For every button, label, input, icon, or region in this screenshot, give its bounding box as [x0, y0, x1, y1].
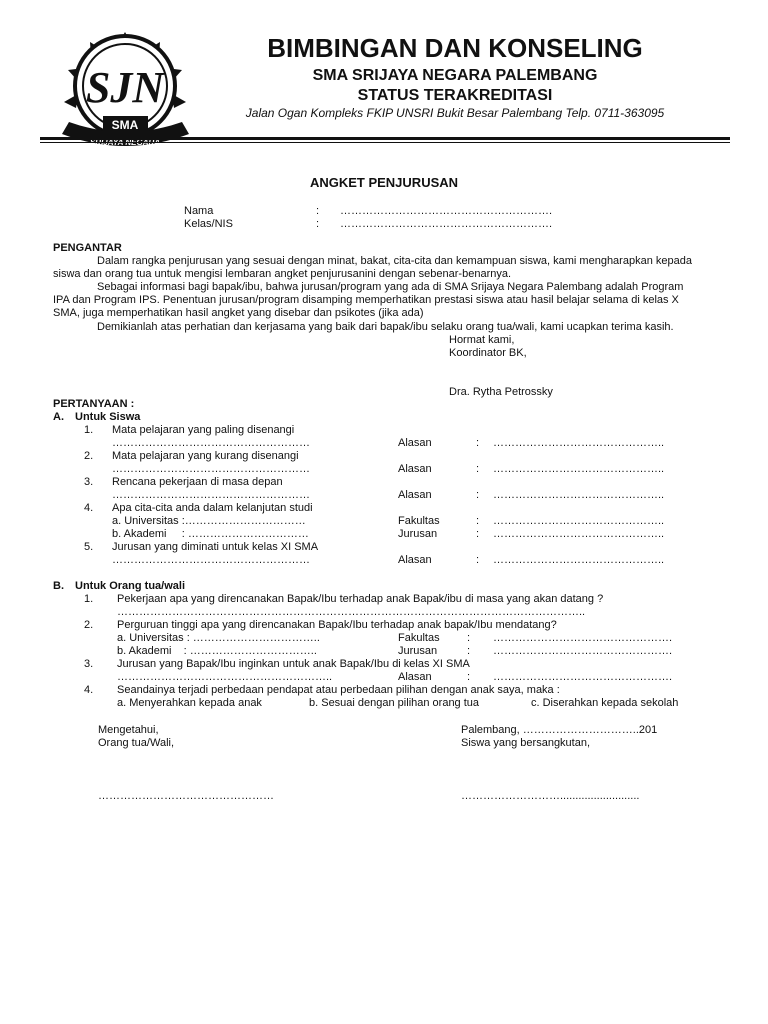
a1-alasan-colon: : — [476, 437, 480, 449]
a3-alasan-colon: : — [476, 489, 480, 501]
a1-alasan-field[interactable]: ……………………………………….. — [493, 437, 665, 449]
header-status: STATUS TERAKREDITASI — [357, 87, 553, 104]
kelas-field[interactable]: …………………………………………………. — [340, 218, 553, 230]
a1-answer[interactable]: ……………………………………………… — [112, 437, 310, 449]
pengantar-p1-line1: Dalam rangka penjurusan yang sesuai dengan minat, bakat, cita-cita dan kemampuan siswa, kami mengharapkan kepada — [97, 255, 692, 267]
kelas-label: Kelas/NIS — [184, 218, 233, 230]
a4-jurusan-label: Jurusan — [398, 528, 438, 540]
b4-question: Seandainya terjadi perbedaan pendapat atau perbedaan pilihan dengan anak saya, maka : — [117, 684, 560, 696]
b4-option-b[interactable]: b. Sesuai dengan pilihan orang tua — [309, 697, 480, 709]
b2-fakultas-colon: : — [467, 632, 471, 644]
b1-answer[interactable]: ……………………………………………………………………………………………………………….. — [117, 606, 586, 618]
a2-alasan-label: Alasan — [398, 463, 432, 475]
a4-question: Apa cita-cita anda dalam kelanjutan studi — [112, 502, 313, 514]
a4-fakultas-label: Fakultas — [398, 515, 440, 527]
a5-alasan-colon: : — [476, 554, 480, 566]
a4-akademi-field[interactable]: b. Akademi : …………………………… — [112, 528, 309, 540]
b3-alasan-field[interactable]: …………………………………………. — [493, 671, 673, 683]
a2-question: Mata pelajaran yang kurang disenangi — [112, 450, 299, 462]
pengantar-p1-line2: siswa dan orang tua untuk mengisi lembaran angket penjurusanini dengan sebenar-benarnya. — [53, 268, 512, 280]
sign-left-line[interactable]: ………………………………………… — [98, 790, 274, 802]
a3-number: 3. — [84, 476, 94, 488]
a5-alasan-label: Alasan — [398, 554, 432, 566]
b2-fakultas-label: Fakultas — [398, 632, 440, 644]
section-a-title: Untuk Siswa — [75, 411, 141, 423]
logo-mark: SJN — [85, 63, 165, 112]
b3-number: 3. — [84, 658, 94, 670]
b2-jurusan-colon: : — [467, 645, 471, 657]
b2-jurusan-field[interactable]: …………………………………………. — [493, 645, 673, 657]
a3-question: Rencana pekerjaan di masa depan — [112, 476, 283, 488]
a1-alasan-label: Alasan — [398, 437, 432, 449]
header-rule-thick — [40, 137, 730, 140]
document-title: ANGKET PENJURUSAN — [309, 175, 459, 190]
b1-number: 1. — [84, 593, 94, 605]
coordinator-name: Dra. Rytha Petrossky — [449, 386, 553, 398]
a4-number: 4. — [84, 502, 94, 514]
a4-jurusan-colon: : — [476, 528, 480, 540]
a4-fakultas-field[interactable]: ……………………………………….. — [493, 515, 665, 527]
kelas-colon: : — [316, 218, 320, 230]
b3-question: Jurusan yang Bapak/Ibu inginkan untuk anak Bapak/Ibu di kelas XI SMA — [117, 658, 470, 670]
b2-universitas-field[interactable]: a. Universitas : …………………………….. — [117, 632, 320, 644]
sign-right-place-date[interactable]: Palembang, …………………………..201 — [461, 724, 658, 736]
a5-answer[interactable]: ……………………………………………… — [112, 554, 310, 566]
a2-alasan-field[interactable]: ……………………………………….. — [493, 463, 665, 475]
nama-colon: : — [316, 205, 320, 217]
a4-fakultas-colon: : — [476, 515, 480, 527]
header-address: Jalan Ogan Kompleks FKIP UNSRI Bukit Besar Palembang Telp. 0711-363095 — [245, 106, 665, 120]
b4-option-a[interactable]: a. Menyerahkan kepada anak — [117, 697, 262, 709]
section-a-label: A. — [53, 411, 64, 423]
pengantar-p2-line1: Sebagai informasi bagi bapak/ibu, bahwa jurusan/program yang ada di SMA Srijaya Negara Palembang adalah Program — [97, 281, 684, 293]
a3-alasan-field[interactable]: ……………………………………….. — [493, 489, 665, 501]
b3-alasan-label: Alasan — [398, 671, 432, 683]
a2-number: 2. — [84, 450, 94, 462]
nama-label: Nama — [184, 205, 214, 217]
a4-jurusan-field[interactable]: ……………………………………….. — [493, 528, 665, 540]
pengantar-p2-line2: IPA dan Program IPS. Penentuan jurusan/program disamping memperhatikan prestasi siswa atau hasil belajar selama di kelas X — [53, 294, 679, 306]
a4-universitas-field[interactable]: a. Universitas :…………………………… — [112, 515, 306, 527]
b2-fakultas-field[interactable]: …………………………………………. — [493, 632, 673, 644]
nama-field[interactable]: …………………………………………………. — [340, 205, 553, 217]
pengantar-p2-line3: SMA, juga memperhatikan hasil angket yang disebar dan psikotes (jika ada) — [53, 307, 424, 319]
b1-question: Pekerjaan apa yang direncanakan Bapak/Ibu terhadap anak Bapak/ibu di masa yang akan datang ? — [117, 593, 604, 605]
pengantar-heading: PENGANTAR — [53, 242, 122, 254]
b4-number: 4. — [84, 684, 94, 696]
sign-left-acknowledged: Mengetahui, — [98, 724, 159, 736]
a5-number: 5. — [84, 541, 94, 553]
header-school: SMA SRIJAYA NEGARA PALEMBANG — [312, 67, 598, 84]
b2-number: 2. — [84, 619, 94, 631]
pertanyaan-heading: PERTANYAAN : — [53, 398, 135, 410]
sign-right-role: Siswa yang bersangkutan, — [461, 737, 591, 749]
b3-answer[interactable]: ………………………………………………….. — [117, 671, 333, 683]
b2-question: Perguruan tinggi apa yang direncanakan Bapak/Ibu terhadap anak bapak/Ibu mendatang? — [117, 619, 557, 631]
b2-jurusan-label: Jurusan — [398, 645, 438, 657]
sign-right-line[interactable]: ……………………….......................... — [461, 790, 640, 802]
b3-alasan-colon: : — [467, 671, 471, 683]
b4-option-c[interactable]: c. Diserahkan kepada sekolah — [531, 697, 679, 709]
logo-text-sma: SMA — [111, 118, 139, 132]
header-rule-thin — [40, 142, 730, 143]
a1-number: 1. — [84, 424, 94, 436]
a5-question: Jurusan yang diminati untuk kelas XI SMA — [112, 541, 319, 553]
a2-alasan-colon: : — [476, 463, 480, 475]
b2-akademi-field[interactable]: b. Akademi : …………………………….. — [117, 645, 317, 657]
sign-left-role: Orang tua/Wali, — [98, 737, 175, 749]
section-b-label: B. — [53, 580, 64, 592]
a3-answer[interactable]: ……………………………………………… — [112, 489, 310, 501]
a1-question: Mata pelajaran yang paling disenangi — [112, 424, 295, 436]
a2-answer[interactable]: ……………………………………………… — [112, 463, 310, 475]
closing-regards: Hormat kami, — [449, 334, 515, 346]
closing-role: Koordinator BK, — [449, 347, 527, 359]
header-title: BIMBINGAN DAN KONSELING — [267, 33, 643, 63]
a5-alasan-field[interactable]: ……………………………………….. — [493, 554, 665, 566]
a3-alasan-label: Alasan — [398, 489, 432, 501]
pengantar-p3-line1: Demikianlah atas perhatian dan kerjasama yang baik dari bapak/ibu selaku orang tua/wali, kami ucapkan terima kasih. — [97, 321, 674, 333]
section-b-title: Untuk Orang tua/wali — [75, 580, 186, 592]
